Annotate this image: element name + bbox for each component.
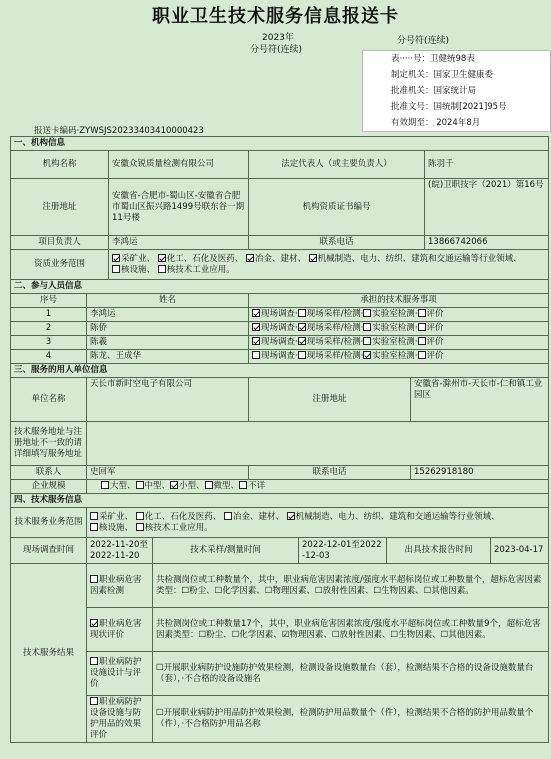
checkbox-icon[interactable]	[136, 481, 144, 489]
checkbox-icon[interactable]	[90, 697, 98, 705]
section-employer-heading: 三、服务的用人单位信息	[11, 364, 549, 378]
checkbox-icon[interactable]	[224, 512, 232, 520]
staff-row	[11, 308, 549, 322]
checkbox-icon[interactable]	[136, 523, 144, 531]
unit-name-value: 天长市新时空电子有限公司	[87, 378, 249, 422]
checkbox-icon[interactable]	[309, 254, 317, 262]
qual-scope-options	[109, 250, 549, 280]
form-number: 表·····号：卫健统98表	[391, 54, 475, 64]
checkbox-icon[interactable]	[298, 351, 306, 359]
checkbox-icon[interactable]	[418, 323, 426, 331]
checkbox-icon[interactable]	[205, 481, 213, 489]
result-ppe-eval-text: ☐开展职业病防护用品防护效果检测，检测防护用品数量个（件），检测结果不合格的防护用品数量个（件），·不合格防护用品名称	[153, 696, 549, 743]
checkbox-icon[interactable]	[158, 265, 166, 273]
checkbox-icon[interactable]	[363, 309, 371, 317]
report-time-label: 出具技术报告时间	[387, 538, 491, 564]
checkbox-icon[interactable]	[252, 337, 260, 345]
qual-scope-metallurgy[interactable]: 冶金、建材、	[246, 254, 306, 264]
enterprise-size-options: 大型、 中型、 小型、 微型、 不详	[87, 480, 549, 494]
issuing-authority: 制定机关：国家卫生健康委	[391, 70, 494, 80]
approval-number: 批准文号：国统制[2021]95号	[391, 102, 507, 112]
valid-until: 有效期至： 2024年8月	[391, 118, 481, 128]
survey-time-label: 现场调查时间	[11, 538, 87, 564]
staff-no: 3	[11, 336, 87, 350]
legal-rep-value: 陈羽千	[425, 151, 549, 179]
qual-scope-chemical[interactable]: 化工、石化及医药、	[158, 254, 244, 264]
staff-name: 陈侨	[87, 322, 249, 336]
qual-scope-nuclear[interactable]: 核设施、	[112, 265, 155, 275]
checkbox-icon[interactable]	[90, 512, 98, 520]
unit-name-label: 单位名称	[11, 378, 87, 422]
sampling-time-label: 技术采样/测量时间	[153, 538, 299, 564]
section-staff-heading: 二、参与人员信息	[11, 280, 549, 294]
staff-name: 陈羲	[87, 336, 249, 350]
org-name-value: 安徽众锐质量检测有限公司	[109, 151, 249, 179]
project-manager-value: 李鸿运	[109, 236, 249, 250]
staff-row	[11, 336, 549, 350]
unit-contact-value: 史回军	[87, 466, 249, 480]
result-type-ppe-eval: 职业病防护设备设施与防护用品的效果评价	[87, 696, 153, 743]
legal-rep-label: 法定代表人（或主要负责人）	[249, 151, 425, 179]
checkbox-icon[interactable]	[363, 337, 371, 345]
form-info-box	[362, 50, 551, 132]
result-status-eval-text: 共检测岗位或工种数量17个，其中，职业病危害因素浓度/强度水平超标岗位或工种数量9个，超标危害因素类型：☐粉尘、☐化学因素、☑物理因素、☐放射性因素、☐生物因素、☐其他因素。	[153, 608, 549, 652]
col-no-header: 序号	[11, 294, 87, 308]
staff-items: 现场调查· 现场采样/检测· 实验室检测· 评价	[249, 308, 549, 322]
cert-number-label: 机构资质证书编号	[249, 179, 425, 236]
serial-left: 分号符(连续)	[250, 45, 303, 55]
qual-scope-machinery[interactable]: 机械制造、电力、纺织、建筑和交通运输等行业领域、	[309, 254, 522, 264]
staff-row	[11, 322, 549, 336]
qual-scope-label: 资质业务范围	[11, 250, 109, 280]
card-number: 报送卡编码·ZYWSJS20233403410000423	[34, 126, 204, 136]
checkbox-icon[interactable]	[90, 657, 98, 665]
checkbox-icon[interactable]	[418, 351, 426, 359]
staff-items: 现场调查· 现场采样/检测· 实验室检测· 评价	[249, 322, 549, 336]
org-address-label: 注册地址	[11, 179, 109, 236]
result-detection-text: 共检测岗位或工种数量个，其中，职业病危害因素浓度/强度水平超标岗位或工种数量个，超标危害因素类型：☐粉尘、☐化学因素、☐物理因素、☐放射性因素、☐生物因素、☐其他因素。	[153, 564, 549, 608]
staff-no: 1	[11, 308, 87, 322]
service-address-label: 技术服务地址与注册地址不一致的请详细填写服务地址	[11, 422, 87, 466]
project-manager-label: 项目负责人	[11, 236, 109, 250]
result-type-facility-eval: 职业病防护设施设计与评价	[87, 652, 153, 696]
service-scope-options: 采矿业、 化工、石化及医药、 冶金、建材、 机械制造、电力、纺织、建筑和交通运输等行业领域、 核设施、 核技术工业应用。	[87, 508, 549, 538]
checkbox-icon[interactable]	[363, 323, 371, 331]
checkbox-icon[interactable]	[136, 512, 144, 520]
checkbox-icon[interactable]	[112, 265, 120, 273]
col-items-header: 承担的技术服务事项	[249, 294, 549, 308]
item-survey[interactable]: 现场调查	[252, 309, 295, 319]
staff-name: 陈龙、王成华	[87, 350, 249, 364]
section-org-heading: 一、机构信息	[11, 137, 549, 151]
checkbox-icon[interactable]	[90, 575, 98, 583]
qual-scope-nuclear-tech[interactable]: 核技术工业应用。	[158, 265, 235, 275]
section-service-heading: 四、技术服务信息	[11, 494, 549, 508]
checkbox-icon[interactable]	[287, 512, 295, 520]
checkbox-icon[interactable]	[239, 481, 247, 489]
staff-no: 4	[11, 350, 87, 364]
result-type-detection: 职业病危害因素检测	[87, 564, 153, 608]
unit-contact-label: 联系人	[11, 466, 87, 480]
checkbox-icon[interactable]	[101, 481, 109, 489]
checkbox-icon[interactable]	[418, 337, 426, 345]
checkbox-icon[interactable]	[170, 481, 178, 489]
report-year: 2023年	[262, 33, 294, 43]
col-name-header: 姓名	[87, 294, 249, 308]
checkbox-icon[interactable]	[252, 351, 260, 359]
checkbox-icon[interactable]	[252, 309, 260, 317]
checkbox-icon[interactable]	[298, 309, 306, 317]
report-time-value: 2023-04-17	[491, 538, 549, 564]
unit-address-label: 注册地址	[249, 378, 411, 422]
service-scope-label: 技术服务业务范围	[11, 508, 87, 538]
enterprise-size-label: 企业规模	[11, 480, 87, 494]
sampling-time-value: 2022-12-01至2022-12-03	[299, 538, 387, 564]
unit-address-value: 安徽省-滁州市-天长市-仁和镇工业园区	[411, 378, 549, 422]
org-address-value: 安徽省-合肥市-蜀山区-安徽省合肥市蜀山区振兴路1499号联东谷一期11号楼	[109, 179, 249, 236]
survey-time-value: 2022-11-20至2022-11-20	[87, 538, 153, 564]
service-address-value[interactable]	[87, 422, 549, 466]
checkbox-icon[interactable]	[298, 323, 306, 331]
org-name-label: 机构名称	[11, 151, 109, 179]
checkbox-icon[interactable]	[158, 254, 166, 262]
checkbox-icon[interactable]	[246, 254, 254, 262]
checkbox-icon[interactable]	[112, 254, 120, 262]
approving-authority: 批准机关：国家统计局	[391, 86, 477, 96]
org-phone-label: 联系电话	[249, 236, 425, 250]
checkbox-icon[interactable]	[363, 351, 371, 359]
info-table	[10, 136, 549, 743]
result-facility-eval-text: ☐开展职业病防护设施防护效果检测，检测设备设施数量台（套），检测结果不合格的设备设施数量台（套），·不合格的设备设施名	[153, 652, 549, 696]
staff-name: 李鸿运	[87, 308, 249, 322]
result-type-status-eval: 职业病危害现状评价	[87, 608, 153, 652]
org-phone-value: 13866742066	[425, 236, 549, 250]
checkbox-icon[interactable]	[90, 619, 98, 627]
qual-scope-mining[interactable]: 采矿业、	[112, 254, 155, 264]
staff-row	[11, 350, 549, 364]
card-title: 职业卫生技术服务信息报送卡	[152, 6, 399, 27]
checkbox-icon[interactable]	[298, 337, 306, 345]
checkbox-icon[interactable]	[418, 309, 426, 317]
cert-number-value: (皖)卫职技字（2021）第16号	[425, 179, 549, 236]
unit-phone-value: 15262918180	[411, 466, 549, 480]
service-results-label: 技术服务结果	[11, 564, 87, 743]
checkbox-icon[interactable]	[90, 523, 98, 531]
unit-phone-label: 联系电话	[249, 466, 411, 480]
staff-items: 现场调查· 现场采样/检测· 实验室检测· 评价	[249, 350, 549, 364]
staff-items: 现场调查· 现场采样/检测· 实验室检测· 评价	[249, 336, 549, 350]
staff-no: 2	[11, 322, 87, 336]
checkbox-icon[interactable]	[252, 323, 260, 331]
serial-right: 分号符(连续)	[397, 36, 450, 46]
